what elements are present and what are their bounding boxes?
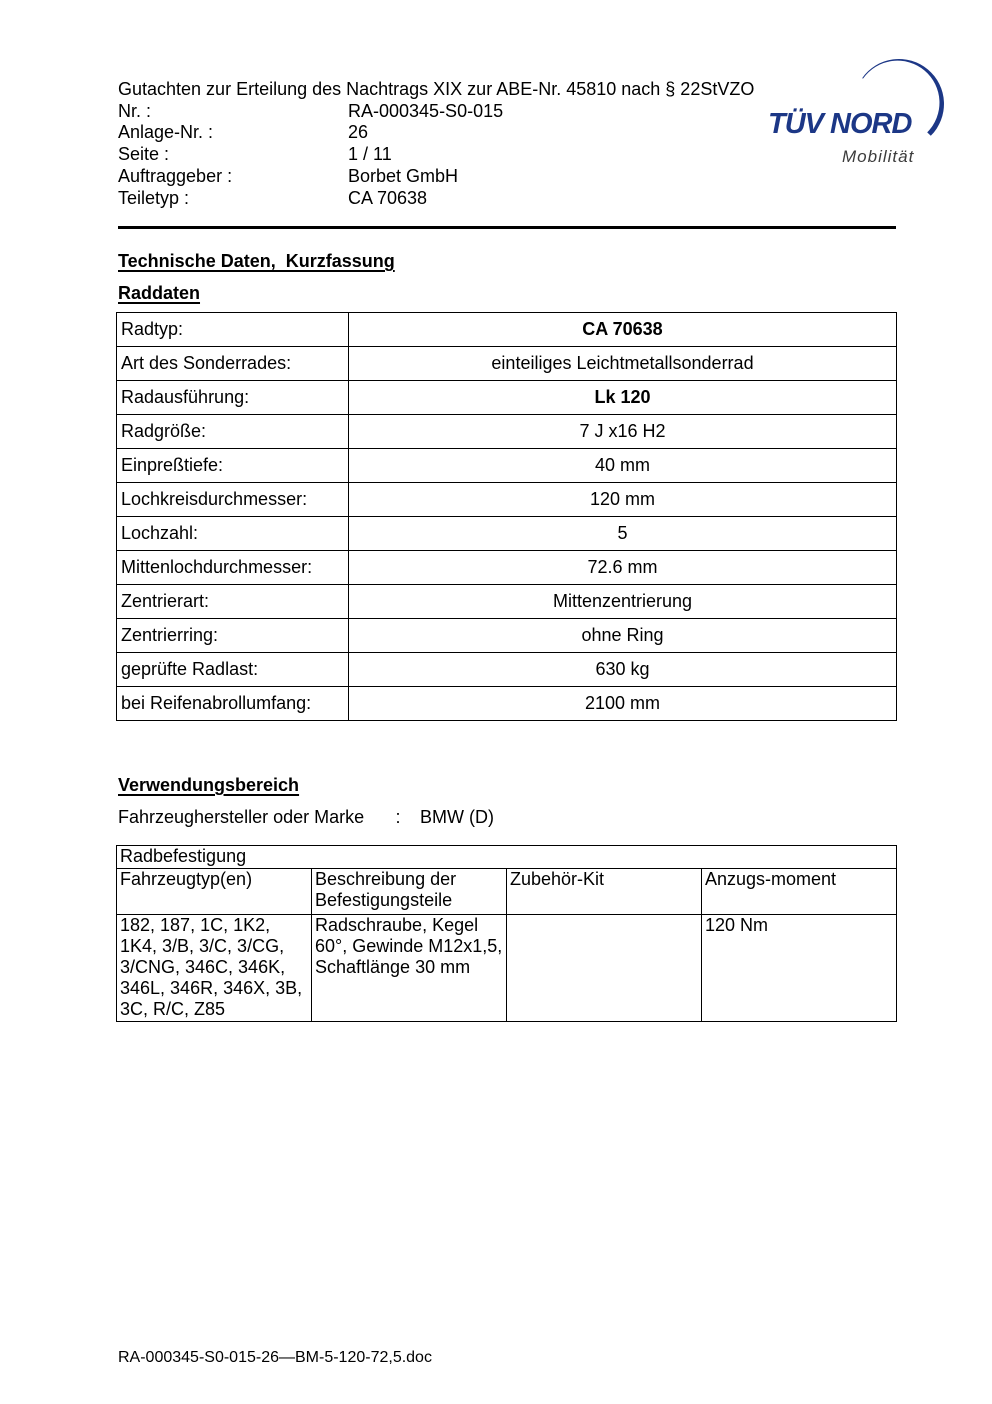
field-value: RA-000345-S0-015 [348,100,504,121]
raddaten-table [116,312,897,721]
raddaten-value-cell: CA 70638 [349,313,897,347]
col-header-anzugsmoment: Anzugs-moment [702,869,897,915]
raddaten-row [117,687,897,721]
raddaten-value-cell: 120 mm [349,483,897,517]
raddaten-value-cell: 40 mm [349,449,897,483]
header-field-nr [118,101,778,123]
footer-filename: RA-000345-S0-015-26—BM-5-120-72,5.doc [118,1349,432,1366]
raddaten-label-cell: geprüfte Radlast: [117,653,349,687]
header-divider [118,226,896,229]
field-label: Auftraggeber : [118,165,233,186]
tuv-nord-logo [752,52,952,174]
raddaten-value-cell: 630 kg [349,653,897,687]
raddaten-value-cell: einteiliges Leichtmetallsonderrad [349,347,897,381]
logo-tagline: Mobilität [842,147,915,166]
cell-beschreibung: Radschraube, Kegel 60°, Gewinde M12x1,5, Schaftlänge 30 mm [312,915,507,1022]
raddaten-row [117,415,897,449]
raddaten-row [117,619,897,653]
radbefestigung-title-row [117,846,897,869]
raddaten-label-cell: Mittenlochdurchmesser: [117,551,349,585]
radbefestigung-title-cell: Radbefestigung [117,846,897,869]
col-header-beschreibung: Beschreibung der Befestigungsteile [312,869,507,915]
radbefestigung-table [116,845,897,1022]
field-value: Borbet GmbH [348,165,459,186]
raddaten-value-cell: Lk 120 [349,381,897,415]
raddaten-row [117,313,897,347]
raddaten-row [117,381,897,415]
field-label: Seite : [118,144,170,165]
raddaten-row [117,449,897,483]
header-field-auftraggeber [118,166,778,188]
hersteller-label: Fahrzeughersteller oder Marke [118,807,365,827]
cell-anzugsmoment: 120 Nm [702,915,897,1022]
raddaten-label-cell: Lochkreisdurchmesser: [117,483,349,517]
logo-arc-icon [845,52,955,162]
field-value: 1 / 11 [348,144,392,165]
heading-technische-daten: Technische Daten, Kurzfassung [118,251,395,271]
header-field-anlage [118,122,778,144]
field-label: Teiletyp : [118,187,190,208]
raddaten-row [117,517,897,551]
document-title: Gutachten zur Erteilung des Nachtrags XIX zur ABE-Nr. 45810 nach § 22StVZO [118,79,755,99]
heading-verwendungsbereich: Verwendungsbereich [118,775,300,795]
hersteller-separator: : [395,807,401,827]
raddaten-label-cell: Radausführung: [117,381,349,415]
raddaten-value-cell: Mittenzentrierung [349,585,897,619]
header-field-teiletyp [118,188,778,210]
raddaten-row [117,483,897,517]
radbefestigung-data-row [117,915,897,1022]
raddaten-value-cell: 2100 mm [349,687,897,721]
raddaten-value-cell: 7 J x16 H2 [349,415,897,449]
cell-fahrzeugtypen: 182, 187, 1C, 1K2, 1K4, 3/B, 3/C, 3/CG, 3/CNG, 346C, 346K, 346L, 346R, 346X, 3B, 3C, R/C, Z85 [117,915,312,1022]
raddaten-label-cell: bei Reifenabrollumfang: [117,687,349,721]
raddaten-label-cell: Radgröße: [117,415,349,449]
header-field-seite [118,144,778,166]
raddaten-label-cell: Art des Sonderrades: [117,347,349,381]
document-header [118,79,778,209]
radbefestigung-header-row [117,869,897,915]
hersteller-value: BMW (D) [420,807,494,827]
col-header-zubehoer-kit: Zubehör-Kit [507,869,702,915]
field-label: Nr. : [118,100,152,121]
raddaten-value-cell: 72.6 mm [349,551,897,585]
field-value: CA 70638 [348,187,428,208]
raddaten-label-cell: Zentrierart: [117,585,349,619]
raddaten-row [117,585,897,619]
cell-zubehoer-kit [507,915,702,1022]
raddaten-row [117,347,897,381]
raddaten-value-cell: ohne Ring [349,619,897,653]
raddaten-label-cell: Radtyp: [117,313,349,347]
hersteller-line [118,807,494,828]
heading-raddaten: Raddaten [118,283,201,303]
raddaten-label-cell: Einpreßtiefe: [117,449,349,483]
logo-wordmark: TÜV NORD [768,108,912,140]
raddaten-row [117,653,897,687]
raddaten-row [117,551,897,585]
field-label: Anlage-Nr. : [118,122,214,143]
raddaten-label-cell: Zentrierring: [117,619,349,653]
raddaten-label-cell: Lochzahl: [117,517,349,551]
raddaten-value-cell: 5 [349,517,897,551]
col-header-fahrzeugtyp: Fahrzeugtyp(en) [117,869,312,915]
field-value: 26 [348,122,369,143]
